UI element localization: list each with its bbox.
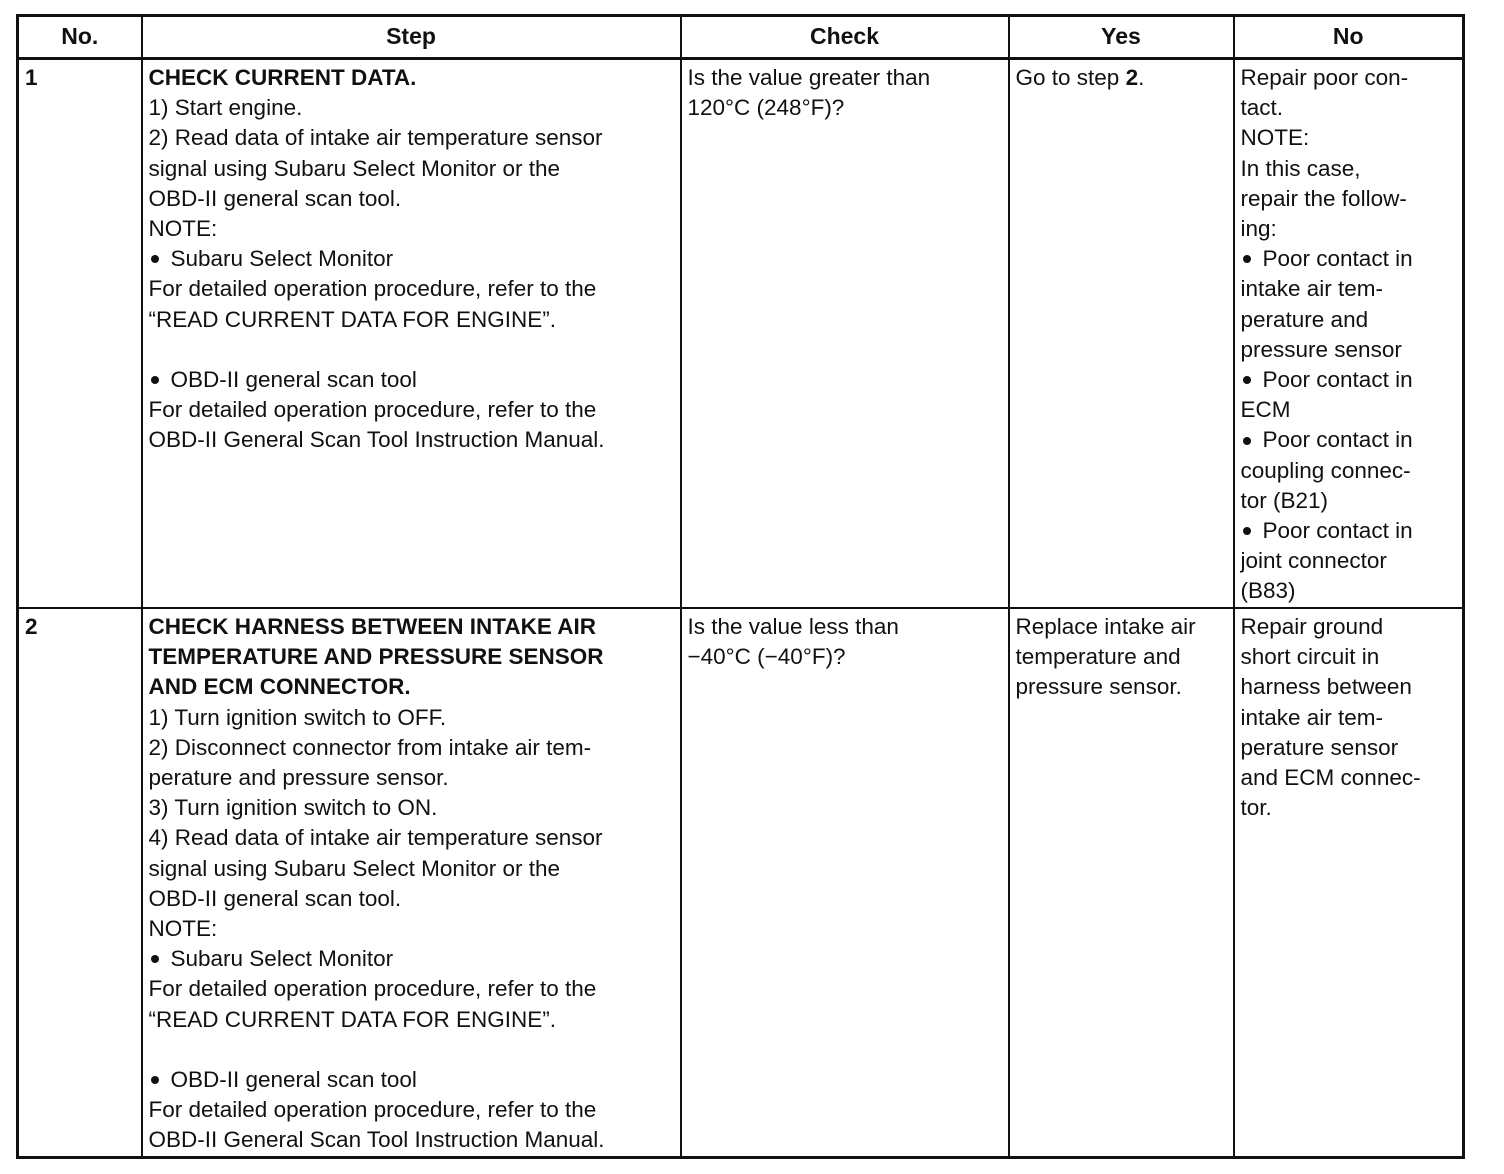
bullet-icon [1243, 527, 1251, 535]
no-line: In this case, [1240, 155, 1361, 181]
step-line: For detailed operation procedure, refer to the [148, 397, 597, 423]
bullet-label: Poor contact in [1262, 246, 1413, 272]
step-line: “READ CURRENT DATA FOR ENGINE”. [148, 1006, 557, 1032]
bullet-icon [151, 376, 159, 384]
step-line: For detailed operation procedure, refer to the [148, 276, 597, 302]
step-line: OBD-II General Scan Tool Instruction Manual. [148, 1127, 605, 1153]
yes-prefix: Go to step [1015, 65, 1126, 90]
no-line: and ECM connec- [1240, 765, 1421, 791]
step-line: perature and pressure sensor. [148, 765, 449, 791]
bullet-item [1241, 516, 1457, 546]
bullet-item [1241, 425, 1457, 455]
header-no: No. [18, 16, 142, 59]
no-line: Repair poor con- [1240, 65, 1409, 90]
check-line: Is the value less than [687, 614, 899, 639]
no-line: pressure sensor [1240, 336, 1402, 362]
bullet-label: Poor contact in [1262, 518, 1413, 544]
bullet-label: Subaru Select Monitor [170, 246, 394, 272]
note-label: NOTE: [148, 216, 218, 242]
bullet-icon [1243, 255, 1251, 263]
no-line: tor. [1240, 795, 1272, 821]
no-line: intake air tem- [1240, 276, 1384, 302]
step-line: signal using Subaru Select Monitor or the [148, 855, 560, 881]
step-title: CHECK CURRENT DATA. [148, 65, 417, 90]
step-cell [142, 608, 681, 1158]
step-line: For detailed operation procedure, refer to the [148, 1097, 597, 1123]
yes-line: temperature and [1015, 644, 1181, 670]
step-number: 1 [18, 59, 142, 609]
no-cell [1234, 59, 1464, 609]
bullet-icon [151, 1076, 159, 1084]
check-line: −40°C (−40°F)? [687, 644, 846, 670]
no-line: ECM [1240, 397, 1291, 423]
header-yes: Yes [1009, 16, 1234, 59]
step-line: 1) Turn ignition switch to OFF. [148, 704, 447, 730]
step-title: TEMPERATURE AND PRESSURE SENSOR [148, 644, 604, 670]
bullet-icon [151, 255, 159, 263]
check-cell [681, 59, 1009, 609]
bullet-icon [1243, 376, 1251, 384]
diagnostic-table [16, 14, 1465, 1159]
step-line: 2) Read data of intake air temperature sensor [148, 125, 603, 151]
no-line: coupling connec- [1240, 457, 1411, 483]
step-line: OBD-II general scan tool. [148, 885, 402, 911]
check-line: 120°C (248°F)? [687, 95, 845, 121]
yes-line: Replace intake air [1015, 614, 1196, 639]
no-line: harness between [1240, 674, 1412, 700]
bullet-icon [1243, 437, 1251, 445]
step-line: OBD-II general scan tool. [148, 185, 402, 211]
bullet-item [149, 944, 674, 974]
table-header-row [18, 16, 1464, 59]
no-cell [1234, 608, 1464, 1158]
yes-cell [1009, 59, 1234, 609]
bullet-label: OBD-II general scan tool [170, 1067, 417, 1093]
step-title: CHECK HARNESS BETWEEN INTAKE AIR [148, 614, 597, 639]
step-line: 1) Start engine. [148, 95, 303, 121]
yes-line [1016, 63, 1227, 93]
bullet-item [1241, 244, 1457, 274]
step-number: 2 [18, 608, 142, 1158]
bullet-item [149, 244, 674, 274]
step-line: 4) Read data of intake air temperature sensor [148, 825, 603, 851]
bullet-label: Poor contact in [1262, 367, 1413, 393]
bullet-label: Poor contact in [1262, 427, 1413, 453]
yes-line: pressure sensor. [1015, 674, 1182, 700]
table-row [18, 59, 1464, 609]
step-line: OBD-II General Scan Tool Instruction Manual. [148, 427, 605, 453]
no-line: ing: [1240, 216, 1277, 242]
header-check: Check [681, 16, 1009, 59]
yes-suffix: . [1138, 65, 1145, 90]
check-cell [681, 608, 1009, 1158]
no-line: joint connector [1240, 548, 1387, 574]
no-line: repair the follow- [1240, 185, 1407, 211]
header-no-result: No [1234, 16, 1464, 59]
step-line: For detailed operation procedure, refer to the [148, 976, 597, 1002]
bullet-item [149, 365, 674, 395]
no-line: perature sensor [1240, 734, 1399, 760]
step-line: 3) Turn ignition switch to ON. [148, 795, 438, 821]
no-line: (B83) [1240, 578, 1296, 604]
bullet-label: OBD-II general scan tool [170, 367, 417, 393]
note-label: NOTE: [148, 916, 218, 942]
no-line: tact. [1240, 95, 1284, 121]
yes-cell [1009, 608, 1234, 1158]
spacer [149, 335, 674, 365]
header-step: Step [142, 16, 681, 59]
step-cell [142, 59, 681, 609]
step-title: AND ECM CONNECTOR. [148, 674, 411, 700]
step-line: signal using Subaru Select Monitor or the [148, 155, 560, 181]
no-line: tor (B21) [1240, 487, 1329, 513]
bullet-label: Subaru Select Monitor [170, 946, 394, 972]
spacer [149, 1035, 674, 1065]
yes-step-ref: 2 [1125, 65, 1139, 90]
no-line: short circuit in [1240, 644, 1380, 670]
no-line: Repair ground [1240, 614, 1384, 639]
bullet-icon [151, 955, 159, 963]
bullet-item [149, 1065, 674, 1095]
no-line: NOTE: [1240, 125, 1310, 151]
check-line: Is the value greater than [687, 65, 931, 90]
step-line: 2) Disconnect connector from intake air tem- [148, 734, 592, 760]
no-line: intake air tem- [1240, 704, 1384, 730]
no-line: perature and [1240, 306, 1369, 332]
step-line: “READ CURRENT DATA FOR ENGINE”. [148, 306, 557, 332]
bullet-item [1241, 365, 1457, 395]
table-row [18, 608, 1464, 1158]
